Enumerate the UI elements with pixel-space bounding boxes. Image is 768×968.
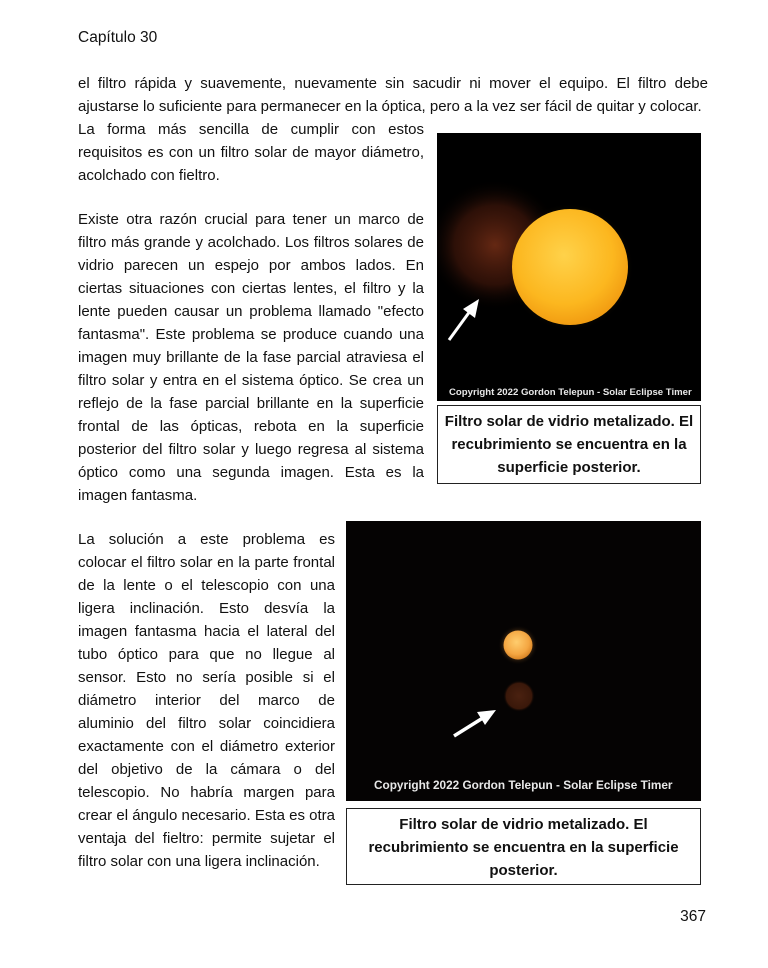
photo-copyright: Copyright 2022 Gordon Telepun - Solar Eclipse Timer bbox=[449, 387, 692, 398]
body-paragraph-2: La forma más sencilla de cumplir con estos requisitos es con un filtro solar de mayor diámetro, acolchado con fieltro. bbox=[78, 121, 424, 184]
figure-caption-1: Filtro solar de vidrio metalizado. El recubrimiento se encuentra en la superficie posterior. bbox=[437, 405, 701, 484]
body-paragraph-4: La solución a este problema es colocar el filtro solar en la parte frontal de la lente o el telescopio con una ligera inclinación. Esto desvía la imagen fantasma hacia el lateral del tubo óptico para que no llegue al sensor. Esto no sería posible si el diámetro interior del marco de aluminio del filtro solar coincidiera exactamente con el diámetro exterior del objetivo de la cámara o del telescopio. No habría margen para crear el ángulo necesario. Esta es otra ventaja del fieltro: permite sujetar el filtro solar con una ligera inclinación. bbox=[78, 531, 335, 870]
figure-caption-2: Filtro solar de vidrio metalizado. El recubrimiento se encuentra en la superficie posterior. bbox=[346, 808, 701, 885]
photo-copyright: Copyright 2022 Gordon Telepun - Solar Eclipse Timer bbox=[374, 778, 673, 792]
body-paragraph-3: Existe otra razón crucial para tener un marco de filtro más grande y acolchado. Los filtros solares de vidrio parecen un espejo por ambos lados. En ciertas situaciones con ciertas lentes, el filtro y la lente pueden causar un problema llamado "efecto fantasma". Este problema se produce cuando una imagen muy brillante de la fase parcial atraviesa el filtro solar y entra en el sistema óptico. Se crea un reflejo de la fase parcial brillante en la superficie frontal de las ópticas, rebota en la superficie posterior del filtro solar y luego regresa al sistema óptico como una segunda imagen. Esta es la imagen fantasma. bbox=[78, 211, 424, 504]
chapter-header: Capítulo 30 bbox=[78, 29, 158, 46]
sun-image-1 bbox=[437, 133, 701, 401]
sun-ghost-photo-1 bbox=[437, 133, 701, 401]
sun-image-2 bbox=[346, 521, 701, 801]
sun-ghost-photo-2 bbox=[346, 521, 701, 801]
sun-disc bbox=[504, 631, 533, 660]
ghost-image bbox=[503, 680, 535, 712]
page-number: 367 bbox=[680, 908, 706, 925]
sun-disc bbox=[512, 209, 628, 325]
body-paragraph-1: el filtro rápida y suavemente, nuevamente sin sacudir ni mover el equipo. El filtro debe ajustarse lo suficiente para permanecer en la óptica, pero a la vez ser fácil de quitar y colocar. bbox=[78, 75, 708, 115]
